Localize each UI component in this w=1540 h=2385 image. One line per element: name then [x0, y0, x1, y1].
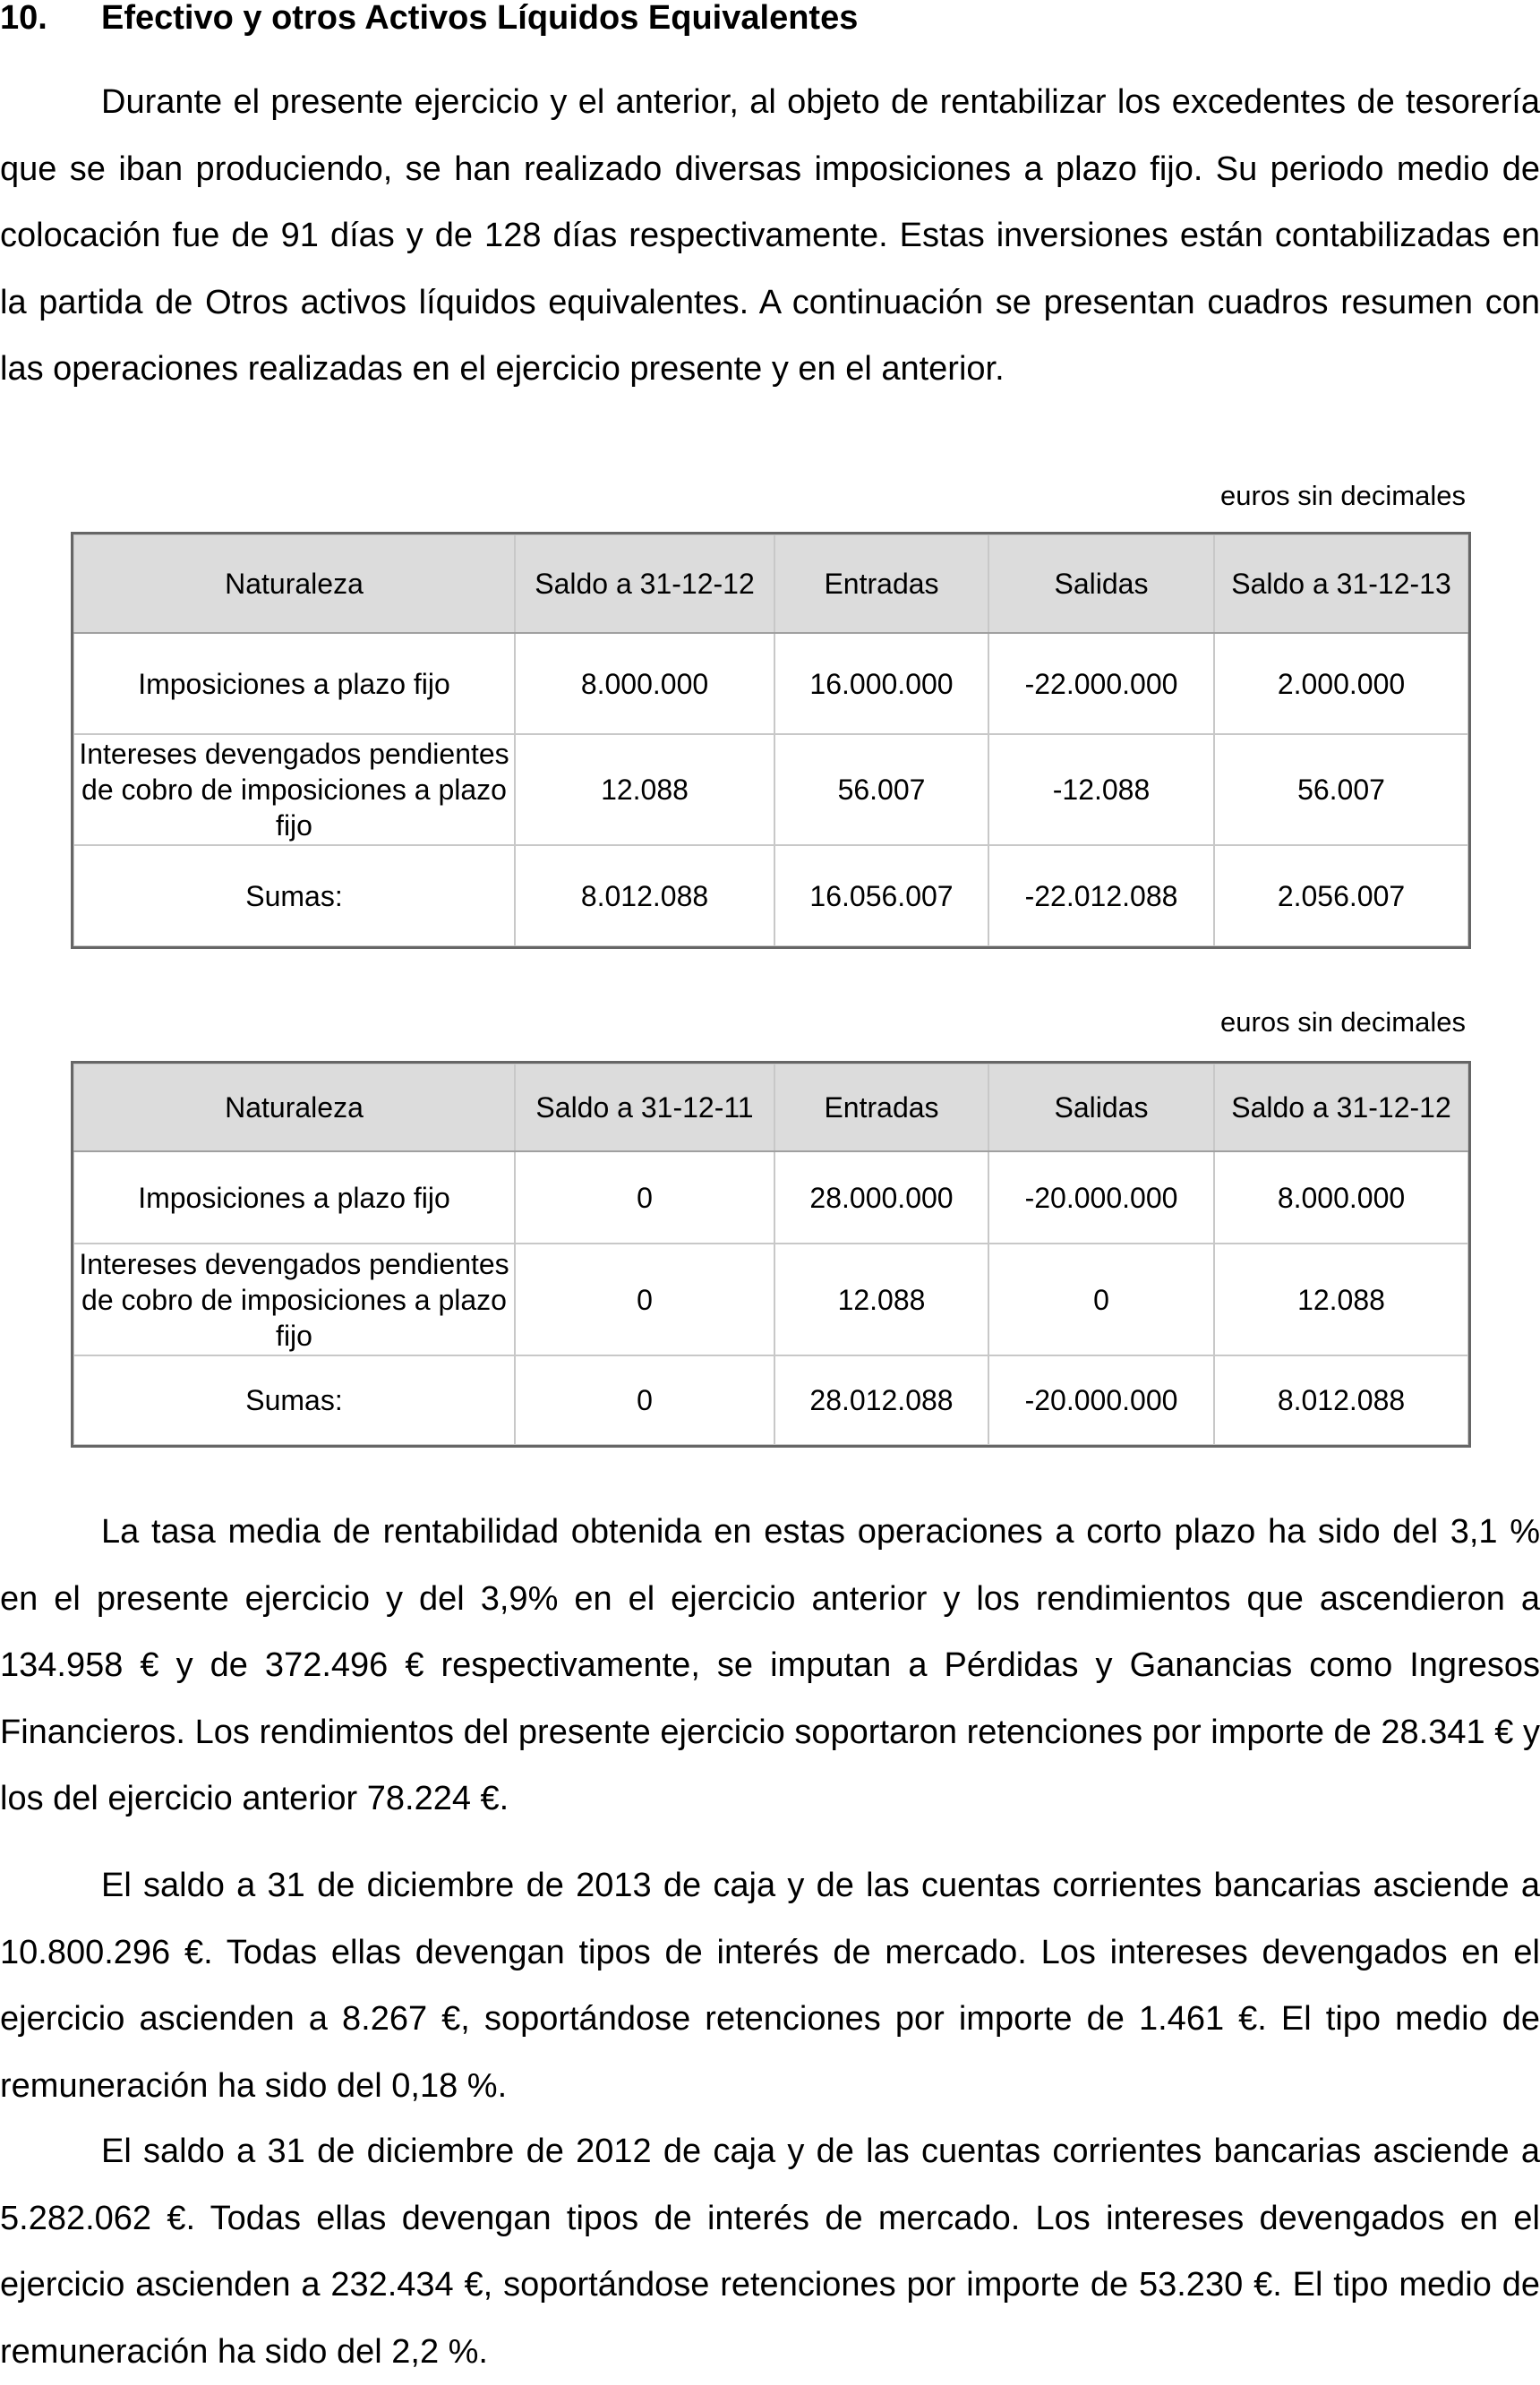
section-number: 10.: [0, 0, 47, 37]
header-cell: Saldo a 31-12-11: [515, 1064, 774, 1151]
value-cell: 8.012.088: [515, 845, 774, 946]
table-total-row: [73, 1355, 1468, 1445]
header-cell: Entradas: [774, 1064, 988, 1151]
row-label-cell: Sumas:: [73, 1355, 515, 1445]
table-2012-unit-note: euros sin decimales: [1220, 1006, 1466, 1038]
rentabilidad-paragraph: La tasa media de rentabilidad obtenida en estas operaciones a corto plazo ha sido del 3,1 % en el presente ejercicio y del 3,9% en el ejercicio anterior y los rendimientos que ascendieron a 134.958 € y de 372.496 € respectivamente, se imputan a Pérdidas y Ganancias como Ingresos Financieros. Los rendimientos del presente ejercicio soportaron retenciones por importe de 28.341 € y los del ejercicio anterior 78.224 €.: [0, 1513, 1540, 1817]
table-2012: [73, 1063, 1469, 1446]
row-label-cell: Imposiciones a plazo fijo: [73, 1151, 515, 1244]
value-cell: 56.007: [774, 734, 988, 845]
table-row: [73, 1244, 1468, 1355]
value-cell: 2.000.000: [1214, 633, 1468, 734]
value-cell: 8.012.088: [1214, 1355, 1468, 1445]
saldo-2012-paragraph: El saldo a 31 de diciembre de 2012 de caja y de las cuentas corrientes bancarias asciende a 5.282.062 €. Todas ellas devengan tipos de interés de mercado. Los intereses devengados en el ejercicio ascienden a 232.434 €, soportándose retenciones por importe de 53.230 €. El tipo medio de remuneración ha sido del 2,2 %.: [0, 2133, 1540, 2371]
table-total-row: [73, 845, 1468, 946]
value-cell: 12.088: [515, 734, 774, 845]
table-row: [73, 1151, 1468, 1244]
header-cell: Naturaleza: [73, 1064, 515, 1151]
table-header-row: [73, 1064, 1468, 1151]
value-cell: 0: [515, 1151, 774, 1244]
value-cell: -22.000.000: [988, 633, 1214, 734]
value-cell: 0: [988, 1244, 1214, 1355]
header-cell: Saldo a 31-12-12: [1214, 1064, 1468, 1151]
value-cell: -12.088: [988, 734, 1214, 845]
header-cell: Saldo a 31-12-12: [515, 534, 774, 633]
table-header-row: [73, 534, 1468, 633]
row-label-cell: Imposiciones a plazo fijo: [73, 633, 515, 734]
table-row: [73, 633, 1468, 734]
row-label-cell: Sumas:: [73, 845, 515, 946]
value-cell: 0: [515, 1244, 774, 1355]
value-cell: 56.007: [1214, 734, 1468, 845]
value-cell: -20.000.000: [988, 1151, 1214, 1244]
value-cell: 8.000.000: [1214, 1151, 1468, 1244]
header-cell: Naturaleza: [73, 534, 515, 633]
value-cell: 16.000.000: [774, 633, 988, 734]
table-2013: [73, 534, 1469, 947]
value-cell: 0: [515, 1355, 774, 1445]
header-cell: Salidas: [988, 1064, 1214, 1151]
section-title: Efectivo y otros Activos Líquidos Equivalentes: [101, 0, 859, 37]
table-2013-unit-note: euros sin decimales: [1220, 480, 1466, 511]
header-cell: Entradas: [774, 534, 988, 633]
value-cell: 12.088: [774, 1244, 988, 1355]
value-cell: 28.012.088: [774, 1355, 988, 1445]
intro-paragraph: Durante el presente ejercicio y el anterior, al objeto de rentabilizar los excedentes de tesorería que se iban produciendo, se han realizado diversas imposiciones a plazo fijo. Su periodo medio de colocación fue de 91 días y de 128 días respectivamente. Estas inversiones están contabilizadas en la partida de Otros activos líquidos equivalentes. A continuación se presentan cuadros resumen con las operaciones realizadas en el ejercicio presente y en el anterior.: [0, 83, 1540, 388]
section-heading: [0, 0, 1540, 36]
value-cell: -22.012.088: [988, 845, 1214, 946]
value-cell: 12.088: [1214, 1244, 1468, 1355]
saldo-2013-paragraph: El saldo a 31 de diciembre de 2013 de caja y de las cuentas corrientes bancarias asciende a 10.800.296 €. Todas ellas devengan tipos de interés de mercado. Los intereses devengados en el ejercicio ascienden a 8.267 €, soportándose retenciones por importe de 1.461 €. El tipo medio de remuneración ha sido del 0,18 %.: [0, 1867, 1540, 2105]
row-label-cell: Intereses devengados pendientes de cobro de imposiciones a plazo fijo: [73, 734, 515, 845]
value-cell: -20.000.000: [988, 1355, 1214, 1445]
header-cell: Saldo a 31-12-13: [1214, 534, 1468, 633]
value-cell: 16.056.007: [774, 845, 988, 946]
value-cell: 2.056.007: [1214, 845, 1468, 946]
value-cell: 28.000.000: [774, 1151, 988, 1244]
value-cell: 8.000.000: [515, 633, 774, 734]
table-row: [73, 734, 1468, 845]
row-label-cell: Intereses devengados pendientes de cobro de imposiciones a plazo fijo: [73, 1244, 515, 1355]
header-cell: Salidas: [988, 534, 1214, 633]
